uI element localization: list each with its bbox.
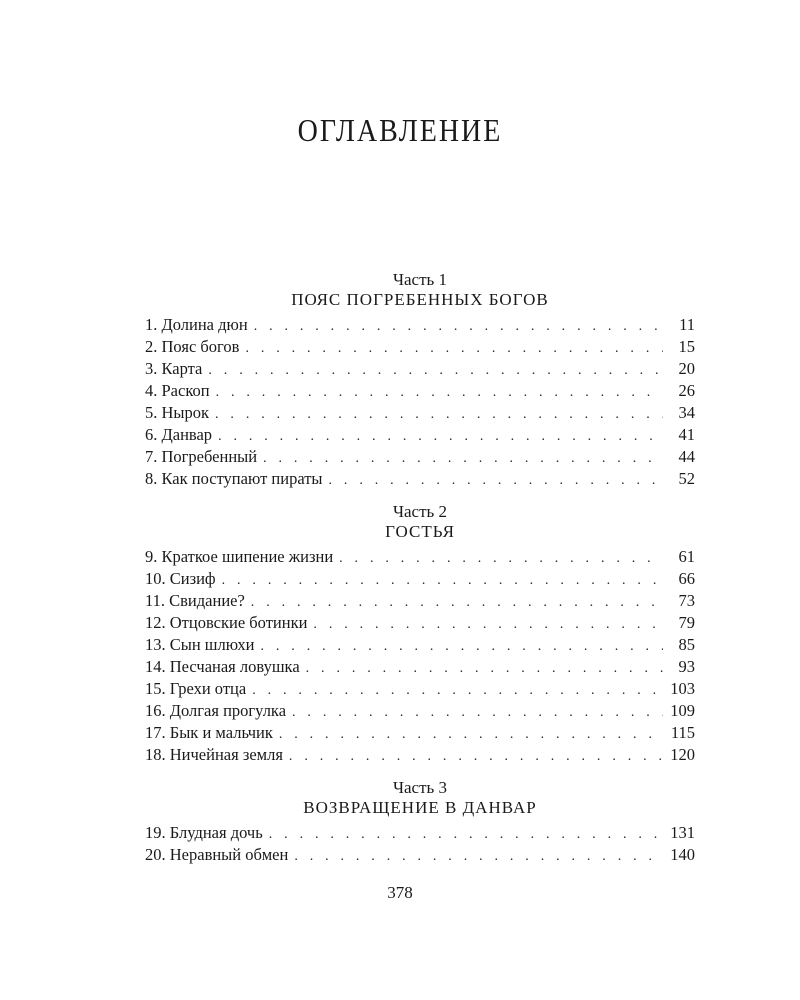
part-header — [145, 270, 695, 310]
chapter-title: 3. Карта — [145, 359, 203, 378]
dot-leader — [289, 746, 663, 768]
dot-leader — [329, 470, 663, 492]
part-3 — [145, 778, 695, 866]
toc-entry[interactable] — [145, 402, 695, 424]
toc-entry[interactable] — [145, 700, 695, 722]
toc-entry[interactable] — [145, 822, 695, 844]
chapter-page: 79 — [678, 613, 695, 632]
chapter-page: 15 — [678, 337, 695, 356]
chapter-page: 52 — [678, 469, 695, 488]
toc-entry[interactable] — [145, 678, 695, 700]
chapter-page: 26 — [678, 381, 695, 400]
toc-entry[interactable] — [145, 634, 695, 656]
chapter-page: 41 — [678, 425, 695, 444]
chapter-page: 93 — [678, 657, 695, 676]
dot-leader — [339, 548, 663, 570]
dot-leader — [254, 316, 663, 338]
part-title: ПОЯС ПОГРЕБЕННЫХ БОГОВ — [291, 290, 549, 309]
chapter-title: 1. Долина дюн — [145, 315, 248, 334]
chapter-page: 20 — [678, 359, 695, 378]
dot-leader — [263, 448, 663, 470]
chapter-page: 11 — [679, 315, 695, 334]
dot-leader — [313, 614, 663, 636]
dot-leader — [245, 338, 663, 360]
chapter-title: 16. Долгая прогулка — [145, 701, 287, 720]
toc-entry[interactable] — [145, 336, 695, 358]
chapter-title: 8. Как поступают пираты — [145, 469, 323, 488]
chapter-title: 9. Краткое шипение жизни — [145, 547, 334, 566]
dot-leader — [261, 636, 664, 658]
dot-leader — [222, 570, 663, 592]
chapter-title: 14. Песчаная ловушка — [145, 657, 300, 676]
chapter-title: 18. Ничейная земля — [145, 745, 283, 764]
chapter-page: 34 — [678, 403, 695, 422]
toc-entry[interactable] — [145, 844, 695, 866]
chapter-title: 12. Отцовские ботинки — [145, 613, 308, 632]
toc-entry[interactable] — [145, 546, 695, 568]
toc-entry[interactable] — [145, 722, 695, 744]
chapter-title: 11. Свидание? — [145, 591, 245, 610]
table-of-contents — [145, 270, 695, 878]
chapter-page: 120 — [670, 745, 695, 764]
toc-entry[interactable] — [145, 446, 695, 468]
page-number: 378 — [387, 883, 413, 902]
chapter-title: 4. Раскоп — [145, 381, 210, 400]
chapter-page: 115 — [670, 723, 695, 742]
chapter-title: 10. Сизиф — [145, 569, 216, 588]
toc-entry[interactable] — [145, 314, 695, 336]
chapter-page: 73 — [678, 591, 695, 610]
chapter-page: 140 — [670, 845, 695, 864]
dot-leader — [216, 382, 663, 404]
chapter-page: 44 — [678, 447, 695, 466]
toc-entry[interactable] — [145, 656, 695, 678]
chapter-title: 15. Грехи отца — [145, 679, 247, 698]
part-1 — [145, 270, 695, 490]
toc-entry[interactable] — [145, 358, 695, 380]
toc-entry[interactable] — [145, 424, 695, 446]
dot-leader — [215, 404, 663, 426]
toc-entry[interactable] — [145, 568, 695, 590]
chapter-page: 61 — [678, 547, 695, 566]
part-label: Часть 3 — [392, 778, 448, 797]
chapter-title: 19. Блудная дочь — [145, 823, 263, 842]
part-label: Часть 1 — [392, 270, 448, 289]
chapter-page: 85 — [678, 635, 695, 654]
part-label: Часть 2 — [392, 502, 448, 521]
part-title: ВОЗВРАЩЕНИЕ В ДАНВАР — [303, 798, 537, 817]
toc-entry[interactable] — [145, 468, 695, 490]
chapter-title: 5. Нырок — [145, 403, 210, 422]
dot-leader — [292, 702, 663, 724]
chapter-page: 66 — [678, 569, 695, 588]
toc-entry[interactable] — [145, 744, 695, 766]
chapter-page: 131 — [670, 823, 695, 842]
toc-entry[interactable] — [145, 590, 695, 612]
chapter-title: 13. Сын шлюхи — [145, 635, 255, 654]
dot-leader — [218, 426, 663, 448]
toc-entry[interactable] — [145, 612, 695, 634]
page-title: ОГЛАВЛЕНИЕ — [297, 114, 503, 149]
chapter-page: 109 — [670, 701, 695, 720]
chapter-title: 6. Данвар — [145, 425, 213, 444]
part-title: ГОСТЬЯ — [385, 522, 455, 541]
dot-leader — [252, 680, 663, 702]
chapter-title: 2. Пояс богов — [145, 337, 240, 356]
dot-leader — [306, 658, 663, 680]
dot-leader — [294, 846, 663, 868]
dot-leader — [269, 824, 663, 846]
toc-entry[interactable] — [145, 380, 695, 402]
dot-leader — [208, 360, 663, 382]
chapter-title: 20. Неравный обмен — [145, 845, 289, 864]
chapter-title: 17. Бык и мальчик — [145, 723, 273, 742]
chapter-page: 103 — [670, 679, 695, 698]
chapter-title: 7. Погребенный — [145, 447, 258, 466]
part-header — [145, 502, 695, 542]
part-header — [145, 778, 695, 818]
dot-leader — [251, 592, 663, 614]
dot-leader — [279, 724, 663, 746]
part-2 — [145, 502, 695, 766]
